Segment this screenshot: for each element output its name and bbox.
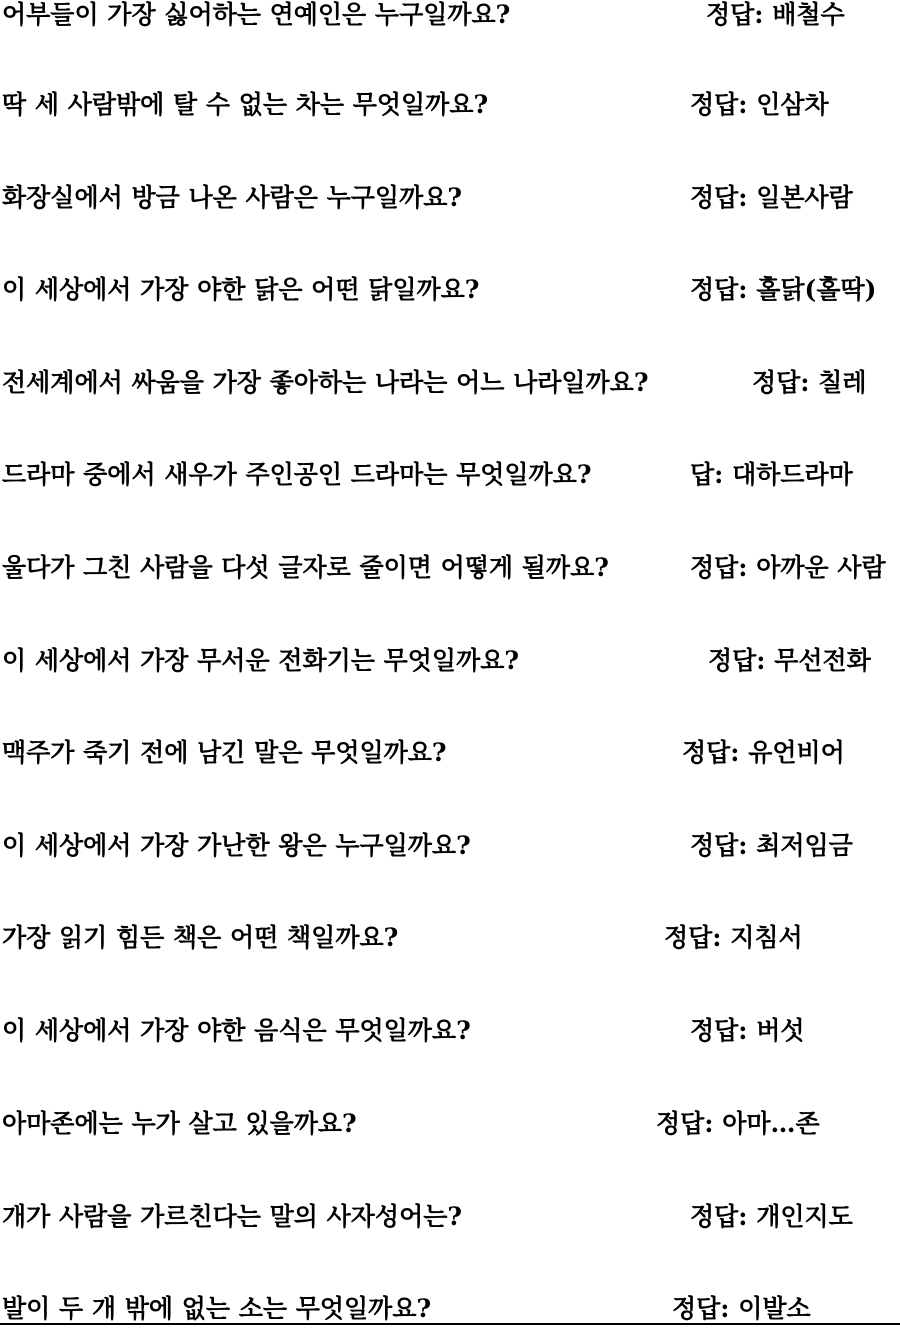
- quiz-answer: 정답: 이발소: [672, 1294, 811, 1323]
- quiz-item-3: [0, 178, 900, 218]
- quiz-answer: 정답: 최저임금: [690, 831, 853, 860]
- quiz-question: 딱 세 사람밖에 탈 수 없는 차는 무엇일까요?: [2, 90, 489, 119]
- quiz-answer: 정답: 무선전화: [708, 646, 871, 675]
- quiz-answer: 정답: 인삼차: [690, 90, 829, 119]
- quiz-question: 이 세상에서 가장 야한 음식은 무엇일까요?: [2, 1016, 471, 1045]
- quiz-question: 이 세상에서 가장 야한 닭은 어떤 닭일까요?: [2, 275, 480, 304]
- quiz-question: 아마존에는 누가 살고 있을까요?: [2, 1109, 357, 1138]
- quiz-question: 가장 읽기 힘든 책은 어떤 책일까요?: [2, 923, 399, 952]
- quiz-question: 어부들이 가장 싫어하는 연예인은 누구일까요?: [2, 0, 511, 29]
- quiz-answer: 정답: 아까운 사람: [690, 553, 886, 582]
- quiz-item-6: [0, 455, 900, 495]
- quiz-answer: 정답: 배철수: [706, 0, 845, 29]
- quiz-question: 발이 두 개 밖에 없는 소는 무엇일까요?: [2, 1294, 432, 1323]
- quiz-item-12: [0, 1011, 900, 1051]
- quiz-question: 화장실에서 방금 나온 사람은 누구일까요?: [2, 183, 463, 212]
- bottom-divider: [0, 1323, 900, 1325]
- quiz-item-11: [0, 918, 900, 958]
- quiz-answer: 정답: 아마…존: [656, 1109, 820, 1138]
- quiz-answer: 정답: 칠레: [752, 368, 867, 397]
- quiz-answer: 정답: 지침서: [664, 923, 803, 952]
- quiz-question: 이 세상에서 가장 무서운 전화기는 무엇일까요?: [2, 646, 520, 675]
- quiz-item-13: [0, 1104, 900, 1144]
- quiz-answer: 답: 대하드라마: [690, 460, 853, 489]
- quiz-item-4: [0, 270, 900, 310]
- quiz-question: 전세계에서 싸움을 가장 좋아하는 나라는 어느 나라일까요?: [2, 368, 649, 397]
- quiz-question: 맥주가 죽기 전에 남긴 말은 무엇일까요?: [2, 738, 447, 767]
- quiz-answer: 정답: 일본사람: [690, 183, 853, 212]
- quiz-answer: 정답: 유언비어: [682, 738, 845, 767]
- quiz-question: 드라마 중에서 새우가 주인공인 드라마는 무엇일까요?: [2, 460, 592, 489]
- quiz-answer: 정답: 홀닭(홀딱): [690, 275, 877, 304]
- quiz-item-10: [0, 826, 900, 866]
- quiz-question: 개가 사람을 가르친다는 말의 사자성어는?: [2, 1202, 463, 1231]
- quiz-question: 이 세상에서 가장 가난한 왕은 누구일까요?: [2, 831, 471, 860]
- quiz-item-2: [0, 85, 900, 125]
- quiz-item-5: [0, 363, 900, 403]
- quiz-item-1: [0, 0, 900, 35]
- quiz-item-8: [0, 641, 900, 681]
- quiz-item-14: [0, 1197, 900, 1237]
- quiz-answer: 정답: 버섯: [690, 1016, 805, 1045]
- quiz-item-9: [0, 733, 900, 773]
- quiz-item-7: [0, 548, 900, 588]
- quiz-answer: 정답: 개인지도: [690, 1202, 853, 1231]
- quiz-question: 울다가 그친 사람을 다섯 글자로 줄이면 어떻게 될까요?: [2, 553, 609, 582]
